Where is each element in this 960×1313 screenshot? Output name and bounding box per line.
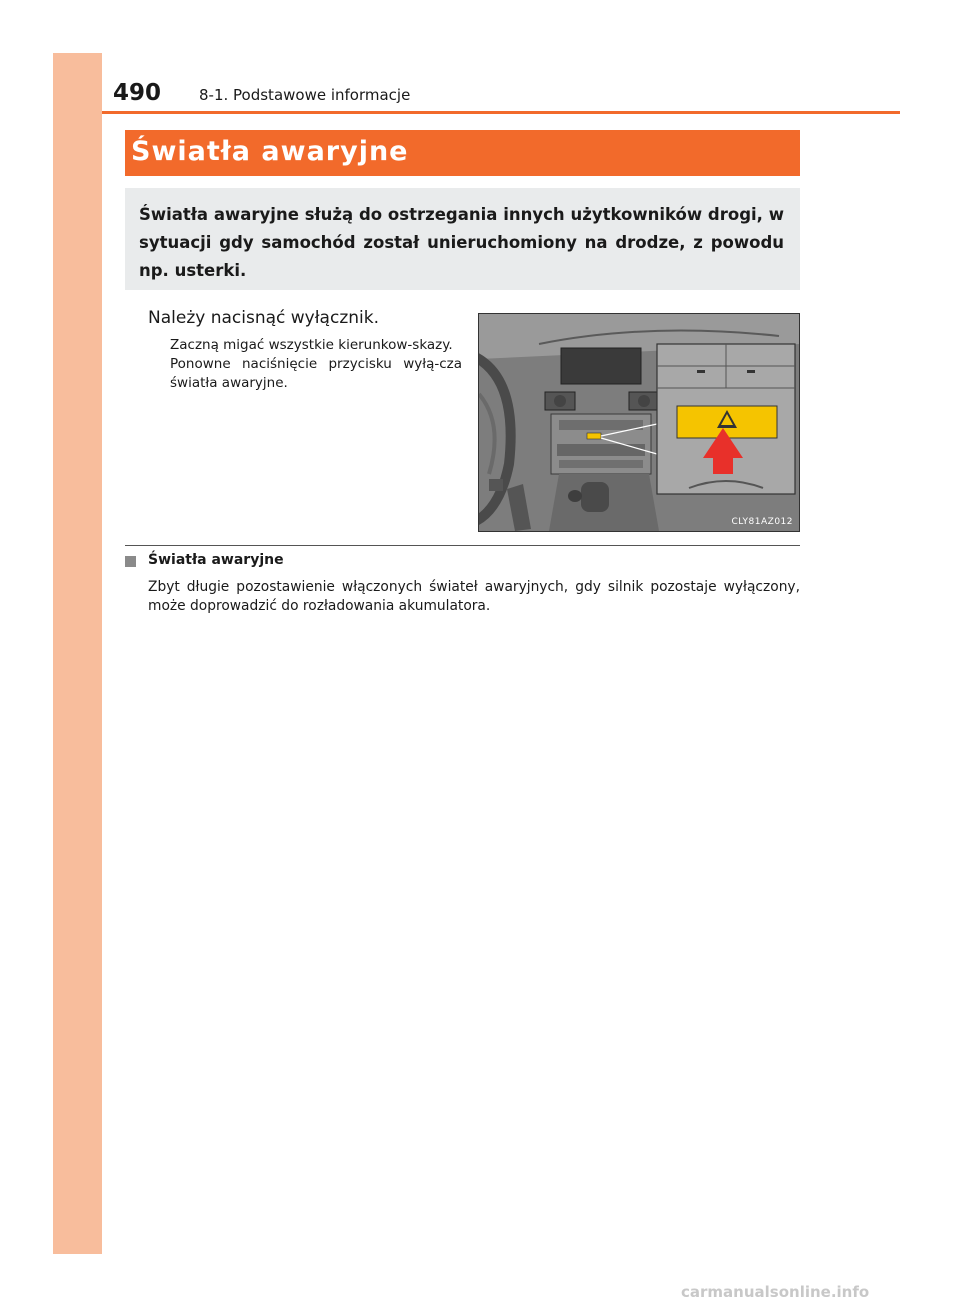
dashboard-illustration (478, 313, 800, 532)
header-rule (102, 111, 900, 114)
figure-code: CLY81AZ012 (731, 517, 793, 527)
page-number: 490 (113, 80, 162, 106)
section-divider (125, 545, 800, 546)
step-notes (170, 336, 462, 393)
page-title: Światła awaryjne (131, 136, 409, 167)
title-bar (125, 130, 800, 176)
step-note-2: Ponowne naciśnięcie przycisku wyłą-cza światła awaryjne. (170, 356, 462, 391)
intro-box (125, 188, 800, 290)
section-header: 8-1. Podstawowe informacje (199, 86, 411, 104)
side-band (53, 53, 102, 1254)
subsection-heading: Światła awaryjne (148, 552, 284, 568)
subsection-body: Zbyt długie pozostawienie włączonych świateł awaryjnych, gdy silnik pozostaje wyłączony, może doprowadzić do rozładowania akumulatora. (148, 579, 800, 614)
watermark: carmanualsonline.info (681, 1283, 870, 1301)
bullet-square-icon (125, 556, 136, 567)
dashboard-drawing (479, 314, 799, 531)
intro-text: Światła awaryjne służą do ostrzegania innych użytkowników drogi, w sytuacji gdy samochód został unieruchomiony na drodze, z powodu np. usterki. (139, 205, 784, 280)
step-instruction: Należy nacisnąć wyłącznik. (148, 308, 379, 328)
step-note-1: Zaczną migać wszystkie kierunkow-skazy. (170, 337, 453, 353)
